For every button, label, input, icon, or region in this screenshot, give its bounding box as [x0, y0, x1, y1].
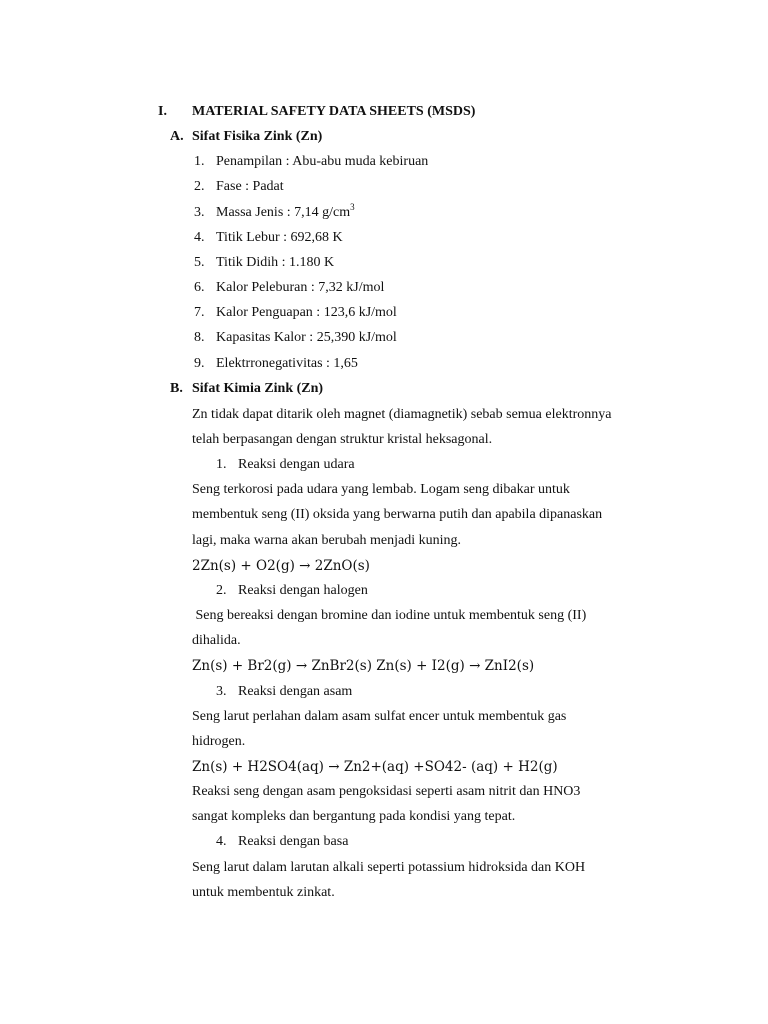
paragraph-line: hidrogen.	[192, 734, 246, 749]
list-item: Elektrronegativitas : 1,65	[216, 356, 358, 371]
subsection-b-title: Sifat Kimia Zink (Zn)	[192, 381, 324, 396]
subsection-a-title: Sifat Fisika Zink (Zn)	[192, 129, 323, 144]
superscript: 3	[350, 202, 355, 212]
paragraph-line: Seng larut perlahan dalam asam sulfat encer untuk membentuk gas	[192, 709, 567, 724]
list-item-number: 1.	[194, 154, 205, 169]
reaction-number: 1.	[216, 457, 227, 472]
list-item-number: 7.	[194, 305, 205, 320]
paragraph-line: Zn tidak dapat ditarik oleh magnet (diamagnetik) sebab semua elektronnya	[192, 407, 612, 422]
reaction-title: Reaksi dengan basa	[238, 834, 349, 849]
reaction-title: Reaksi dengan udara	[238, 457, 355, 472]
paragraph-line: lagi, maka warna akan berubah menjadi kuning.	[192, 533, 462, 548]
list-item-number: 9.	[194, 356, 205, 371]
paragraph-line: Seng bereaksi dengan bromine dan iodine untuk membentuk seng (II)	[192, 608, 587, 623]
paragraph-line: sangat kompleks dan bergantung pada kondisi yang tepat.	[192, 809, 516, 824]
list-item: Titik Lebur : 692,68 K	[216, 230, 343, 245]
reaction-number: 2.	[216, 583, 227, 598]
subsection-b-letter: B.	[170, 381, 183, 396]
paragraph-line: Reaksi seng dengan asam pengoksidasi seperti asam nitrit dan HNO3	[192, 784, 581, 799]
paragraph-line: untuk membentuk zinkat.	[192, 885, 335, 900]
section-numeral: I.	[158, 104, 167, 119]
list-item-number: 4.	[194, 230, 205, 245]
list-item-number: 5.	[194, 255, 205, 270]
list-item-number: 2.	[194, 179, 205, 194]
list-item: Kalor Penguapan : 123,6 kJ/mol	[216, 305, 397, 320]
reaction-title: Reaksi dengan halogen	[238, 583, 368, 598]
paragraph-line: dihalida.	[192, 633, 241, 648]
paragraph-line: membentuk seng (II) oksida yang berwarna putih dan apabila dipanaskan	[192, 507, 603, 522]
list-item	[216, 204, 355, 222]
list-item-number: 8.	[194, 330, 205, 345]
list-item-text: Massa Jenis : 7,14 g/cm	[216, 205, 351, 220]
paragraph-line: Seng terkorosi pada udara yang lembab. Logam seng dibakar untuk	[192, 482, 570, 497]
chemical-equation: Zn(s) + H2SO4(aq) → Zn2+(aq) +SO42- (aq) + H2(g)	[192, 759, 558, 775]
paragraph-line: telah berpasangan dengan struktur kristal heksagonal.	[192, 432, 493, 447]
list-item: Titik Didih : 1.180 K	[216, 255, 335, 270]
subsection-a-letter: A.	[170, 129, 184, 144]
reaction-number: 3.	[216, 684, 227, 699]
list-item: Fase : Padat	[216, 179, 284, 194]
paragraph-line: Seng larut dalam larutan alkali seperti potassium hidroksida dan KOH	[192, 860, 586, 875]
chemical-equation: 2Zn(s) + O2(g) → 2ZnO(s)	[192, 558, 370, 574]
reaction-title: Reaksi dengan asam	[238, 684, 353, 699]
list-item: Kapasitas Kalor : 25,390 kJ/mol	[216, 330, 397, 345]
chemical-equation: Zn(s) + Br2(g) → ZnBr2(s) Zn(s) + I2(g) → ZnI2(s)	[192, 658, 535, 674]
list-item-number: 6.	[194, 280, 205, 295]
reaction-number: 4.	[216, 834, 227, 849]
section-title: MATERIAL SAFETY DATA SHEETS (MSDS)	[192, 104, 476, 119]
list-item: Kalor Peleburan : 7,32 kJ/mol	[216, 280, 385, 295]
list-item: Penampilan : Abu-abu muda kebiruan	[216, 154, 429, 169]
list-item-number: 3.	[194, 205, 205, 220]
